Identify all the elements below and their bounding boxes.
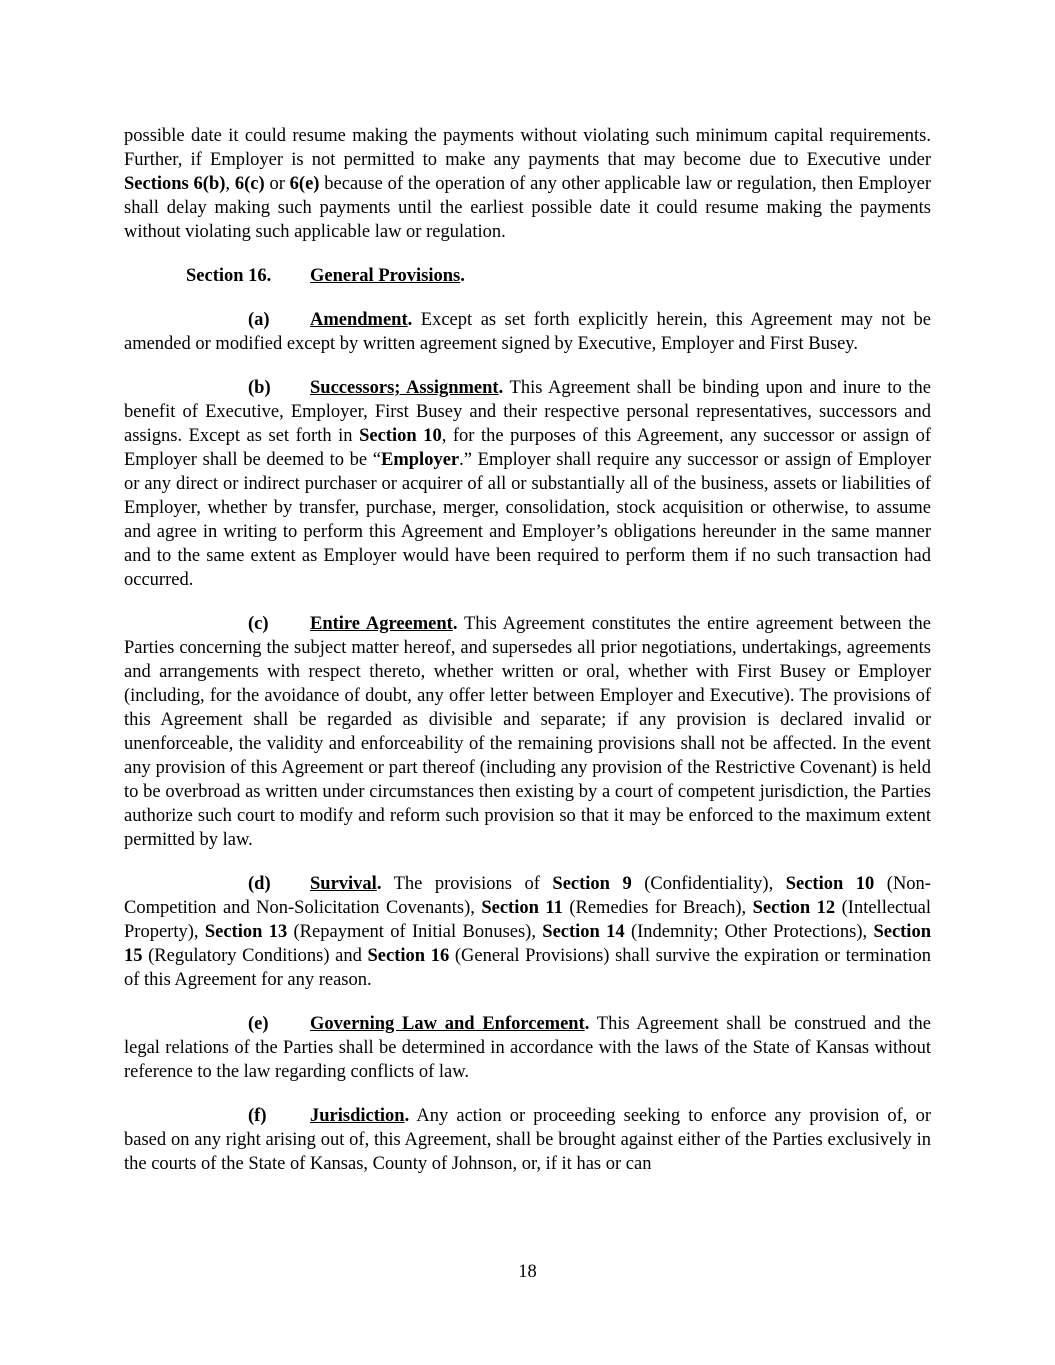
intro-ref-6e: 6(e) (289, 174, 320, 194)
clause-title: Survival (310, 874, 377, 894)
clause-ref: Section 14 (542, 922, 625, 942)
clause-ref: Section 13 (204, 922, 288, 942)
clause-label: (a) (248, 310, 270, 330)
clause-title-period: . (376, 874, 382, 894)
clause-text: (Intellectual Property), (124, 898, 931, 942)
clause-title-period: . (452, 614, 458, 634)
clause-text: (Indemnity; Other Protections), (624, 922, 874, 942)
clause-title-period: . (498, 378, 504, 398)
clause-ref: Section 11 (481, 898, 563, 918)
intro-text: , (225, 174, 235, 194)
clause-title: Successors; Assignment (310, 378, 499, 398)
intro-paragraph (124, 124, 931, 244)
clause-ref: Section 15 (124, 922, 931, 966)
clause-e (124, 1012, 931, 1084)
clause-label: (b) (248, 378, 271, 398)
page-number: 18 (518, 1262, 537, 1282)
clause-text: (Regulatory Conditions) and (142, 946, 368, 966)
clause-label: (c) (248, 614, 269, 634)
clause-text: This Agreement shall be construed and the legal relations of the Parties shall be determined in accordance with the laws of the State of Kansas without reference to the law regarding conflicts of law. (124, 1014, 931, 1082)
clause-text: (General Provisions) shall survive the expiration or termination of this Agreement for any reason. (124, 946, 931, 990)
clause-title: Jurisdiction (310, 1106, 405, 1126)
intro-text: because of the operation of any other applicable law or regulation, then Employer shall delay making such payments until the earliest possible date it could resume making the payments without violating such applicable law or regulation. (124, 174, 931, 242)
section-number: Section 16. (186, 266, 272, 286)
clause-text: This Agreement shall be binding upon and inure to the benefit of Executive, Employer, First Busey and their respective personal representatives, successors and assigns. Except as set forth in (124, 378, 932, 446)
defined-term: Employer (381, 450, 460, 470)
clause-c (124, 612, 931, 852)
clause-text: Except as set forth explicitly herein, this Agreement may not be amended or modified except by written agreement signed by Executive, Employer and First Busey. (124, 310, 931, 354)
clause-f (124, 1104, 931, 1176)
clause-ref: Section 12 (752, 898, 836, 918)
intro-text: or (264, 174, 290, 194)
clause-d (124, 872, 931, 992)
clause-text: (Repayment of Initial Bonuses), (287, 922, 543, 942)
clause-title: Governing Law and Enforcement (310, 1014, 585, 1034)
clause-title-period: . (407, 310, 413, 330)
clause-text: Any action or proceeding seeking to enforce any provision of, or based on any right arising out of, this Agreement, shall be brought against either of the Parties exclusively in the courts of the State of Kansas, County of Johnson, or, if it has or can (124, 1106, 931, 1174)
clause-ref: Section 16 (367, 946, 450, 966)
clause-ref: Section 10 (359, 426, 442, 446)
clause-a (124, 308, 931, 356)
clause-label: (f) (248, 1106, 267, 1126)
clause-title-period: . (584, 1014, 590, 1034)
clause-text: (Remedies for Breach), (562, 898, 753, 918)
clause-ref: Section 9 (552, 874, 632, 894)
clause-text: (Confidentiality), (631, 874, 786, 894)
clause-ref: Section 10 (785, 874, 875, 894)
section-title: General Provisions (310, 266, 461, 286)
intro-ref-sections-6b: Sections 6(b) (124, 174, 226, 194)
intro-text: possible date it could resume making the payments without violating such minimum capital requirements. Further, if Employer is not permitted to make any payments that may become due to Executive under (124, 126, 931, 170)
clause-text: , for the purposes of this Agreement, any successor or assign of Employer shall be deemed to be “ (124, 426, 931, 470)
clause-title-period: . (404, 1106, 410, 1126)
clause-label: (d) (248, 874, 271, 894)
clause-text: The provisions of (381, 874, 553, 894)
clause-label: (e) (248, 1014, 269, 1034)
document-page (124, 124, 931, 1176)
section-heading (124, 264, 931, 288)
section-title-period: . (460, 266, 465, 286)
intro-ref-6c: 6(c) (234, 174, 265, 194)
clause-b (124, 376, 931, 592)
clause-title: Entire Agreement (310, 614, 453, 634)
clause-text: .” Employer shall require any successor or assign of Employer or any direct or indirect purchaser or acquirer of all or substantially all of the business, assets or liabilities of Employer, whether by transfer, purchase, merger, consolidation, stock acquisition or otherwise, to assume and agree in writing to perform this Agreement and Employer’s obligations hereunder in the same manner and to the same extent as Employer would have been required to perform them if no such transaction had occurred. (124, 450, 931, 590)
clause-text: (Non-Competition and Non-Solicitation Covenants), (124, 874, 931, 918)
clause-title: Amendment (310, 310, 408, 330)
clause-text: This Agreement constitutes the entire agreement between the Parties concerning the subject matter hereof, and supersedes all prior negotiations, undertakings, agreements and arrangements with respect thereto, whether written or oral, whether with First Busey or Employer (including, for the avoidance of doubt, any offer letter between Employer and Executive). The provisions of this Agreement shall be regarded as divisible and separate; if any provision is declared invalid or unenforceable, the validity and enforceability of the remaining provisions shall not be affected. In the event any provision of this Agreement or part thereof (including any provision of the Restrictive Covenant) is held to be overbroad as written under circumstances then existing by a court of competent jurisdiction, the Parties authorize such court to modify and reform such provision so that it may be enforced to the maximum extent permitted by law. (124, 614, 931, 850)
